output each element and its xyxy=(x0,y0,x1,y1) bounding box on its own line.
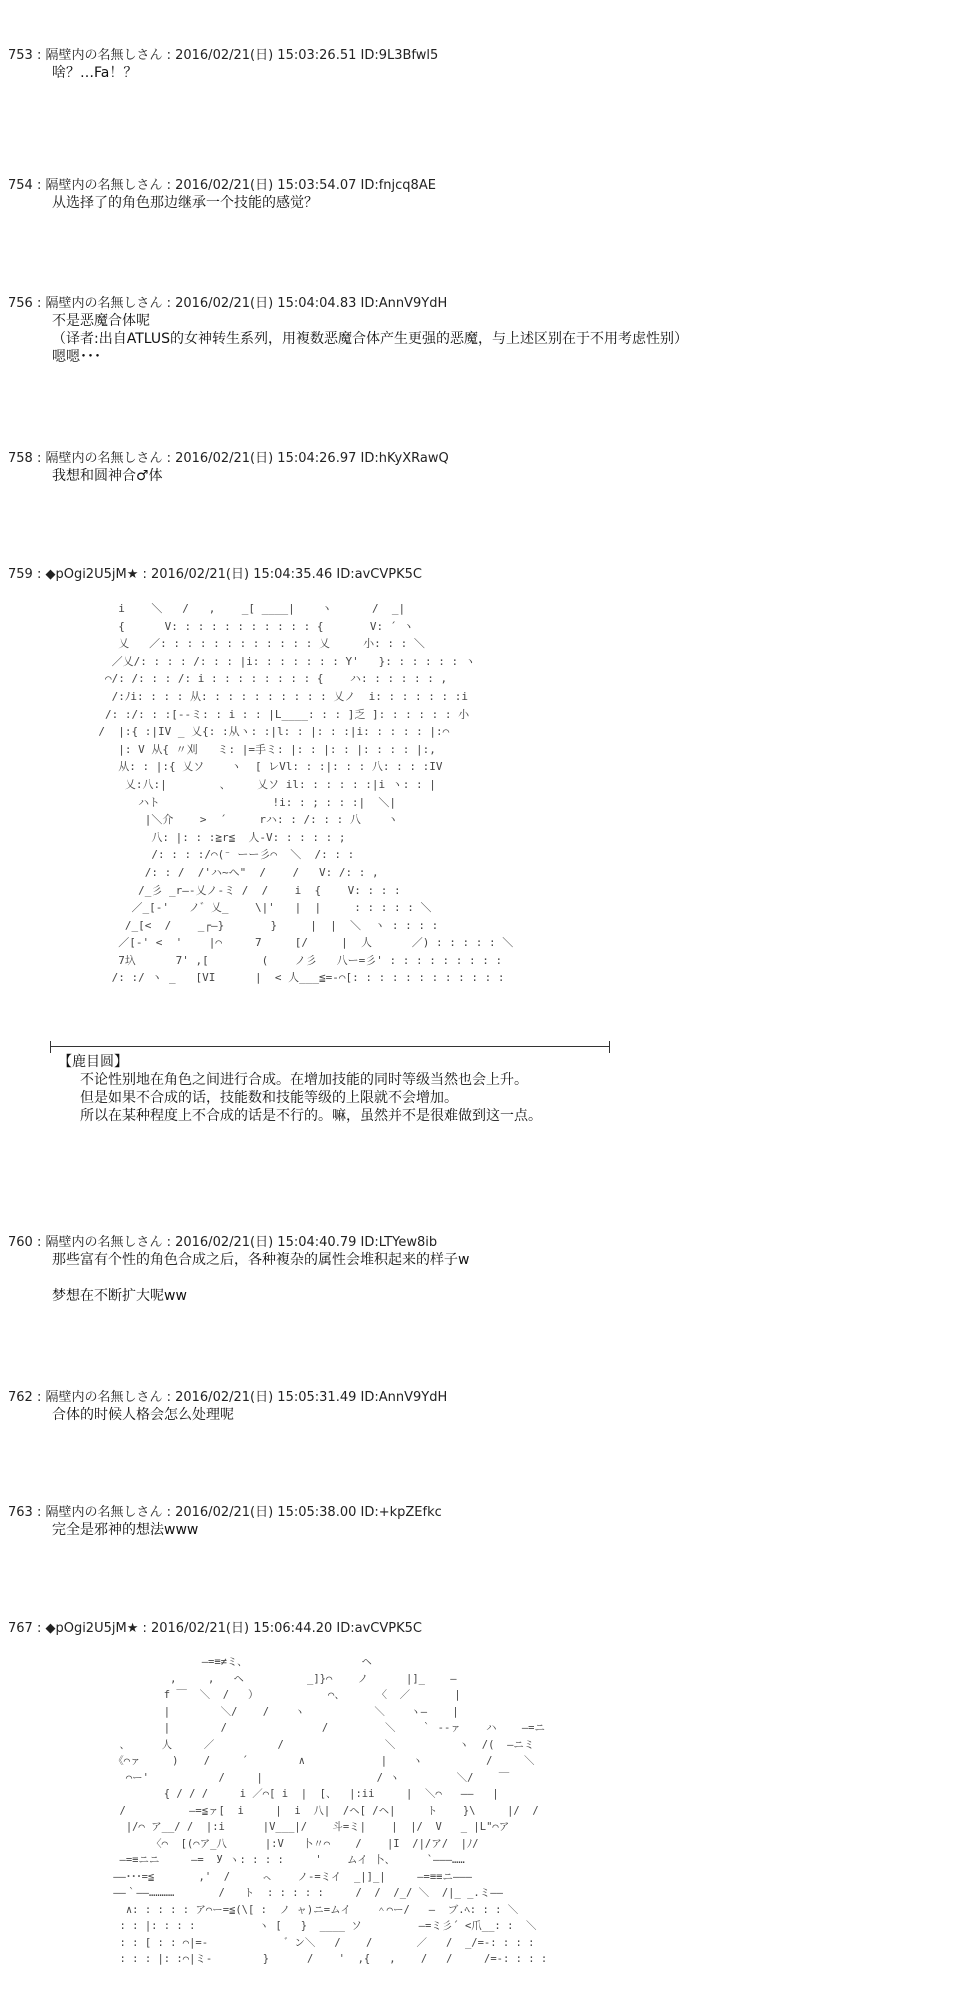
post-760 xyxy=(8,1234,938,1305)
post-line: 那些富有个性的角色合成之后，各种複杂的属性会堆积起来的样子w xyxy=(52,1252,470,1268)
post-line: 嗯嗯･･･ xyxy=(52,349,101,365)
narration-speaker: 【鹿目圆】 xyxy=(58,1054,128,1070)
divider-tick-right xyxy=(609,1041,610,1053)
post-759 xyxy=(8,566,938,583)
post-758 xyxy=(8,450,938,485)
ascii-art-crowd: ―=≡≠ミ、 ヘ , , ヘ _]}⌒ ノ |]_ ― f ￣ ＼ / ） ⌒、 〈 ／ | | ＼/ / ヽ ＼ ヽ― | | / / ＼ ｀ --ァ ハ ―=ニ 、 人 ／ / ＼ ヽ /( ―ニミ 《⌒ァ ) / ´ ∧ | ヽ / ＼ ⌒ー' / | / ヽ ＼/ ￣ { / / / i ／⌒[ i | [、 |:ii | ＼⌒ ―― | / ―=≦ァ[ i | i 八| /ヘ[ /ヘ| ト }\ |/ / |/⌒ ア__/ / |:i |V___|/ 斗=ミ| | |/ V _ |L"⌒ア 〈⌒ [(⌒ア_八 |:V 卜〃⌒ / |I /|/ア/ |ﾉ/ ―=≡ニニ ―= У ヽ: : : : ' ムイ 卜、 `―――…… ――･･･=≦ ,' / ㇸ ノ-=ミイ _|]_| ―=≡≡ニ――― ――｀――………… / ト : : : : : / / /_/ ＼ /|_ _.ミ―― ∧: : : : : ア⌒ー=≦(\[ : ノ ャ)ニ=ムイ ＾⌒ー/ ― ブ.ﾍ: : : ＼ : : |: : : : ヽ [ } ____ ソ ―=ミ彡´ <爪__: : ＼ : : [ : : ⌒|=- ゛ン＼ / / ／ / _/=-: : : : : : : |: :⌒|ミ- } / ' ,{ , / / /=-: : : : xyxy=(113,1656,548,1965)
narration-line: 但是如果不合成的话，技能数和技能等级的上限就不会增加。 xyxy=(80,1090,458,1106)
post-header: 753 : 隔壁内の名無しさん : 2016/02/21(日) 15:03:26.51 ID:9L3Bfwl5 xyxy=(8,48,439,63)
post-body xyxy=(8,1521,938,1539)
post-header: 756 : 隔壁内の名無しさん : 2016/02/21(日) 15:04:04.83 ID:AnnV9YdH xyxy=(8,296,448,311)
post-body xyxy=(8,64,938,82)
post-line: （译者:出自ATLUS的女神转生系列，用複数恶魔合体产生更强的恶魔，与上述区别在于不用考虑性别） xyxy=(52,331,688,347)
post-line xyxy=(52,1269,938,1287)
post-754 xyxy=(8,177,938,212)
post-line: 梦想在不断扩大呢ww xyxy=(52,1288,187,1304)
post-header: 759 : ◆pOgi2U5jM★ : 2016/02/21(日) 15:04:35.46 ID:avCVPK5C xyxy=(8,567,422,582)
post-line: 从选择了的角色那边继承一个技能的感觉？ xyxy=(52,195,318,211)
post-line: 啥？…Fa！？ xyxy=(52,65,138,81)
post-header: 767 : ◆pOgi2U5jM★ : 2016/02/21(日) 15:06:44.20 ID:avCVPK5C xyxy=(8,1621,422,1636)
post-763 xyxy=(8,1504,938,1539)
post-line: 合体的时候人格会怎么处理呢 xyxy=(52,1407,234,1423)
post-line: 不是恶魔合体呢 xyxy=(52,313,150,329)
post-header: 760 : 隔壁内の名無しさん : 2016/02/21(日) 15:04:40.79 ID:LTYew8ib xyxy=(8,1235,438,1250)
narration-block xyxy=(58,1053,542,1125)
post-body xyxy=(8,1251,938,1305)
narration-line: 不论性别地在角色之间进行合成。在增加技能的同时等级当然也会上升。 xyxy=(80,1072,528,1088)
post-body xyxy=(8,312,938,366)
post-header: 763 : 隔壁内の名無しさん : 2016/02/21(日) 15:05:38.00 ID:+kpZEfkc xyxy=(8,1505,442,1520)
divider-tick-left xyxy=(50,1041,51,1053)
post-header: 758 : 隔壁内の名無しさん : 2016/02/21(日) 15:04:26.97 ID:hKyXRawQ xyxy=(8,451,449,466)
post-753 xyxy=(8,47,938,82)
post-line: 完全是邪神的想法www xyxy=(52,1522,199,1538)
post-756 xyxy=(8,295,938,366)
post-header: 762 : 隔壁内の名無しさん : 2016/02/21(日) 15:05:31.49 ID:AnnV9YdH xyxy=(8,1390,448,1405)
post-header: 754 : 隔壁内の名無しさん : 2016/02/21(日) 15:03:54.07 ID:fnjcq8AE xyxy=(8,178,436,193)
narration-line: 所以在某种程度上不合成的话是不行的。嘛，虽然并不是很难做到这一点。 xyxy=(80,1108,542,1124)
divider-line xyxy=(50,1046,610,1047)
post-body xyxy=(8,467,938,485)
post-body xyxy=(8,1406,938,1424)
post-line: 我想和圆神合♂体 xyxy=(52,468,163,484)
narration-divider xyxy=(50,1041,610,1053)
post-767 xyxy=(8,1620,938,1637)
post-762 xyxy=(8,1389,938,1424)
ascii-art-madoka: i ＼ / , _[ ____| ヽ / _| { V: : : : : : : : : : : { V: ´ ヽ 乂 ／: : : : : : : : : : : : 乂 小: : : ＼ ／乂/: : : : /: : : |i: : : : : : : Y' }: : : : : : ヽ ⌒/: /: : : /: i : : : : : : : : { ハ: : : : : : , /:ﾉi: : : : 从: : : : : : : : : : 乂ノ i: : : : : : :i /: :/: : :[--ミ: : i : : |L____: : : ]乏 ]: : : : : : 小 / |:{ :|IV _ 乂{: :从ヽ: :|l: : |: : :|i: : : : : |:⌒ |: V 从{ 〃刈 ミ: |=手ミ: |: : |: : |: : : : |:, 从: : |:{ 乂ソ ヽ [ レVl: : :|: : : 八: : : :IV 乂:八:| 、 乂ソ il: : : : : :|i ヽ: : | ハト !i: : ; : : :| ＼| |＼介 > ´ rハ: : /: : : 八 ヽ 八: |: : :≧r≦ 人-V: : : : : ; /: : : :/⌒(⁻ ーー彡⌒ ＼ /: : : /: : / /'ハ~ヘ" / / V: /: : , /_彡 _r―-乂ノ-ミ / / i { V: : : : ／_[-' ノ゛乂_ \|' | | : : : : : ＼ /_[< / _┌―} } | | ＼ ヽ : : : : ／[-' < ' |⌒ 7 [/ | 人 ／) : : : : : ＼ 7圦 7' ,[ ( ノ彡 八ー=彡' : : : : : : : : : /: :/ ヽ _ [VI | < 人___≦=-⌒[: : : : : : : : : : : : xyxy=(98,602,514,985)
post-body xyxy=(8,194,938,212)
